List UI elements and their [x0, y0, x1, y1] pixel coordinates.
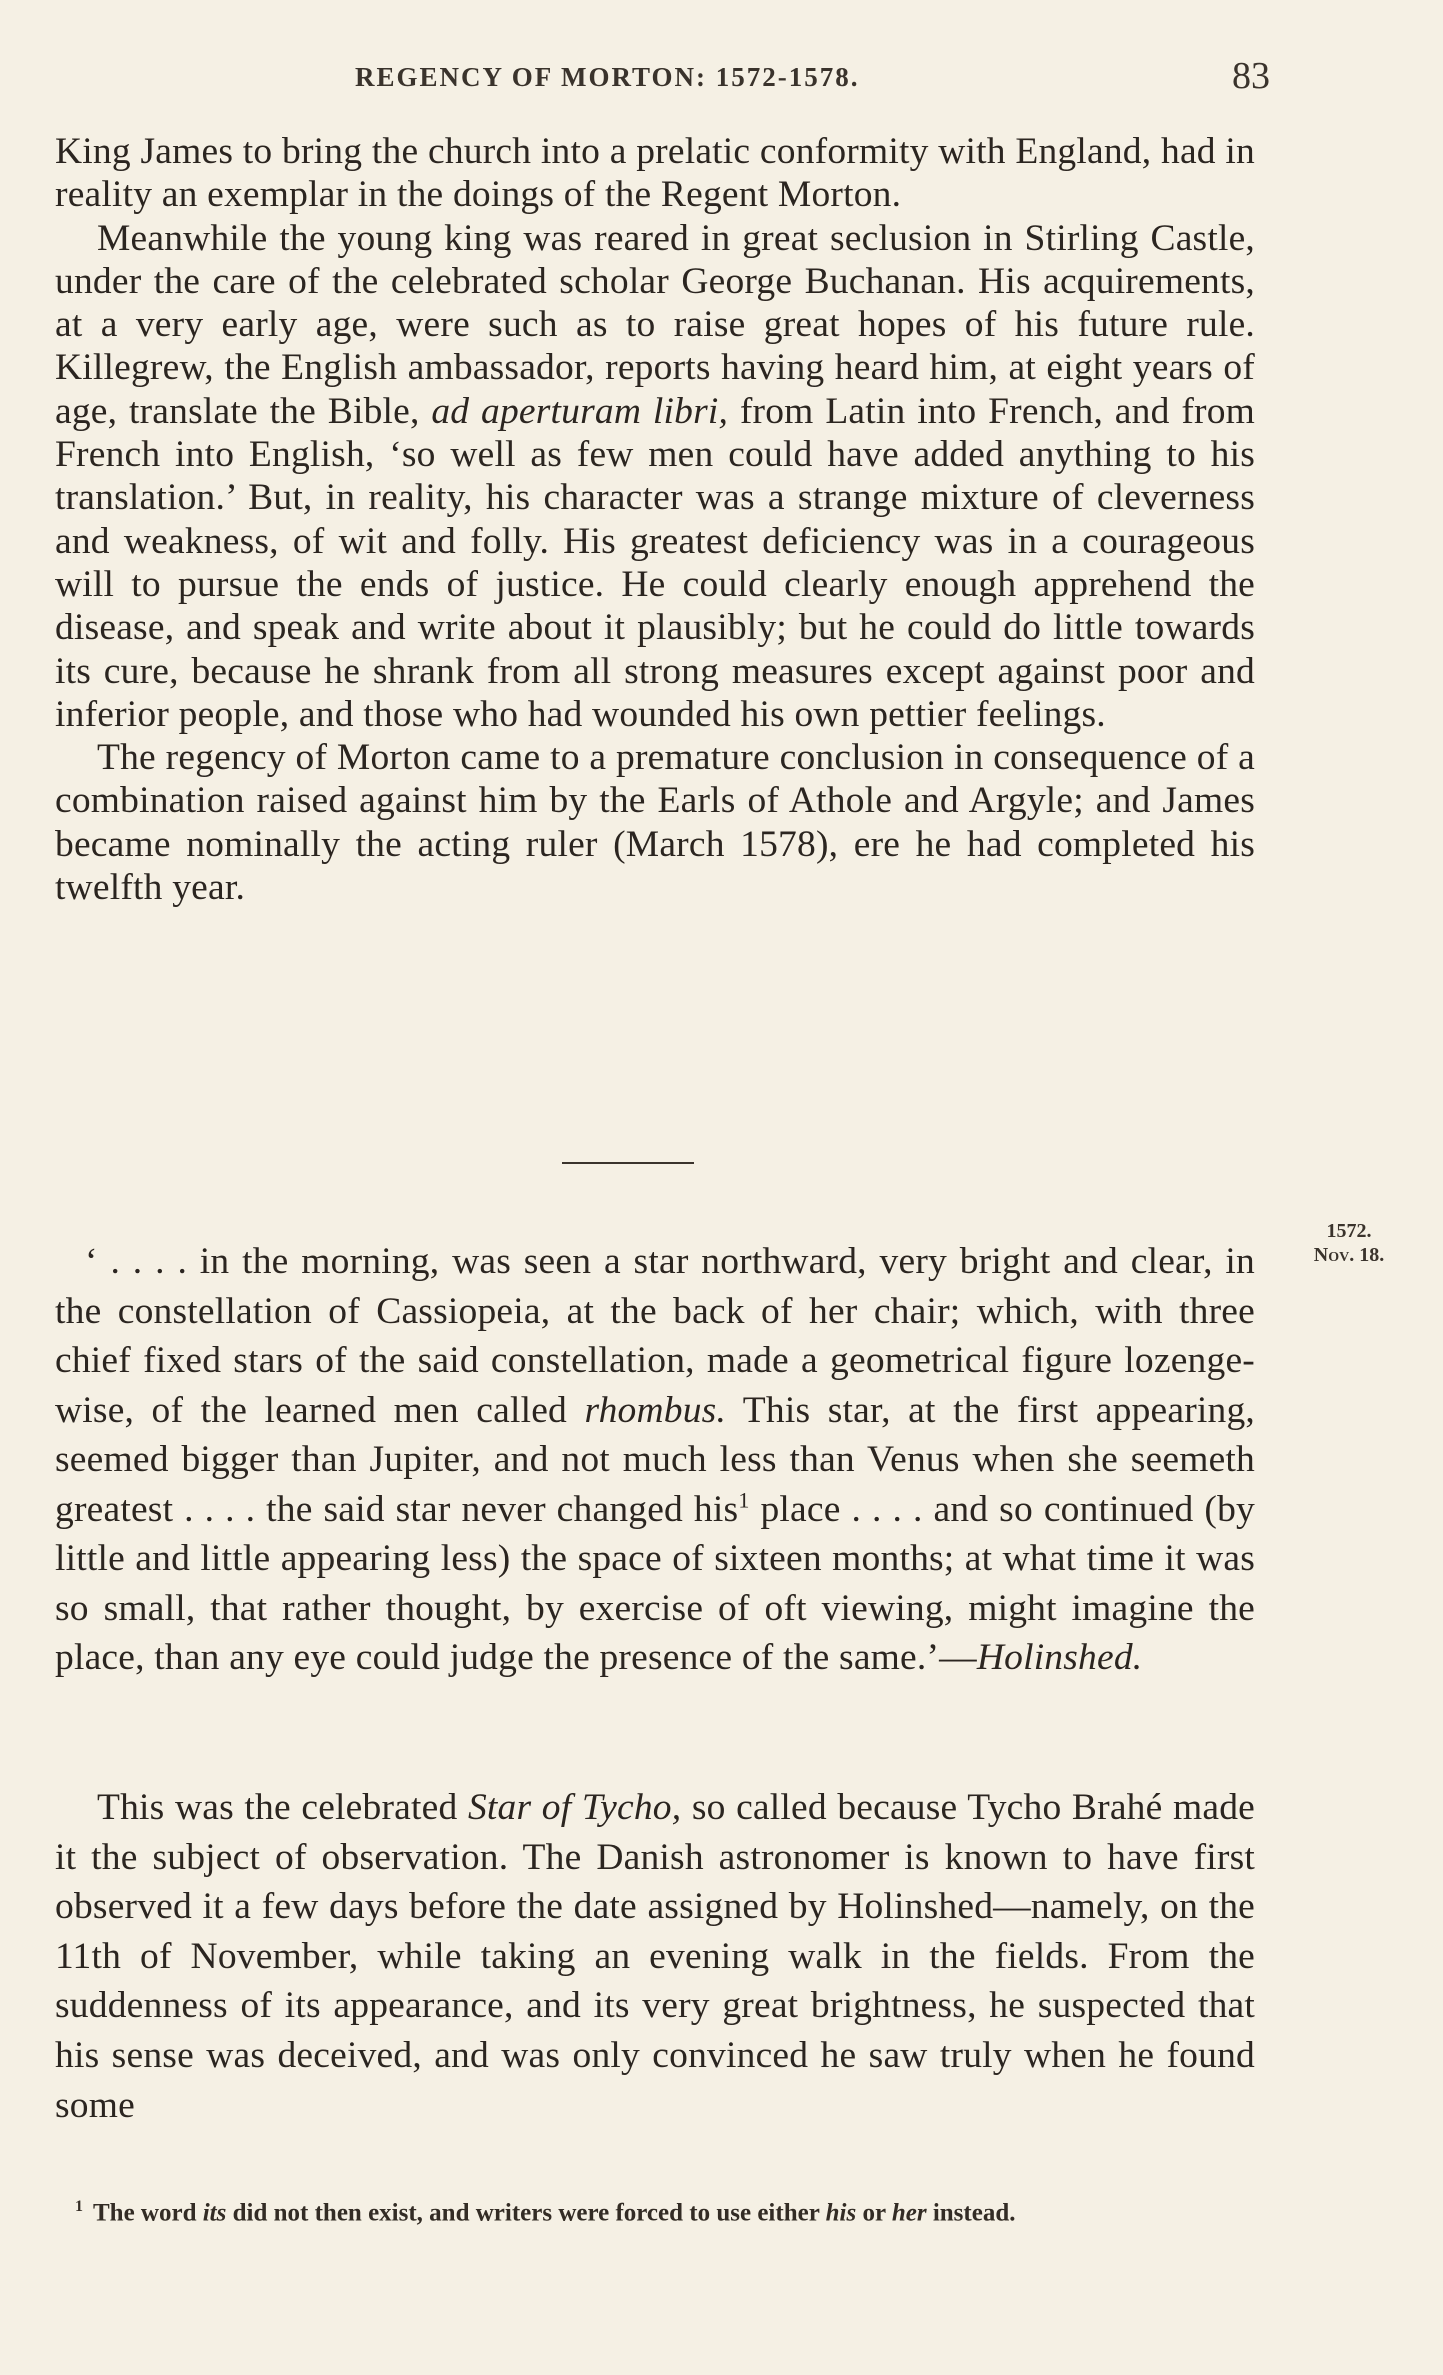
- tycho-paragraph: [55, 1783, 1255, 2130]
- footnote-italic-his: his: [825, 2199, 857, 2227]
- paragraph-2-text-b: from Latin into French, and from French into English, ‘so well as few men could have added anything to his translation.’ But, in reality, his character was a strange mixture of cleverness and weakness, of wit and folly. His greatest deficiency was in a courageous will to pursue the ends of justice. He could clearly enough apprehend the disease, and speak and write about it plausibly; but he could do little towards its cure, because he shrank from all strong measures except against poor and inferior people, and those who had wounded his own pettier feelings.: [55, 390, 1256, 735]
- margin-date-note: [1274, 1219, 1424, 1267]
- quote-text-a: ‘ . . . . in the morning, was seen a star northward, very bright and clear, in the constellation of Cassiopeia, at the back of her chair; which, with three chief fixed stars of the said constellation, made a geometrical figure lozenge-wise, of the learned men called: [55, 1241, 1255, 1431]
- footnote-italic-her: her: [891, 2199, 927, 2227]
- footnote: [75, 2192, 1255, 2228]
- running-header: [55, 52, 1270, 102]
- footnote-reference[interactable]: 1: [738, 1487, 750, 1512]
- paragraph-3: The regency of Morton came to a premature conclusion in consequence of a combination raised against him by the Earls of Athole and Argyle; and James became nominally the acting ruler (March 1578), ere he had completed his twelfth year.: [55, 737, 1255, 909]
- paragraph-2-italic: ad aperturam libri,: [431, 390, 729, 432]
- page-number: 83: [1232, 55, 1270, 97]
- paragraph-1: King James to bring the church into a prelatic conformity with England, had in reality an exemplar in the doings of the Regent Morton.: [55, 131, 1255, 216]
- paragraph-2-text-a: Meanwhile the young king was reared in great seclusion in Stirling Castle, under the care of the celebrated scholar George Buchanan. His acquirements, at a very early age, were such as to raise great hopes of his future rule. Killegrew, the English ambassador, reports having heard him, at eight years of age, translate the Bible,: [55, 217, 1255, 432]
- quote-italic-rhombus: rhombus.: [584, 1389, 727, 1431]
- section-tycho-text: [55, 1783, 1255, 2130]
- footnote-text-a: The word: [93, 2199, 203, 2227]
- tycho-text-a: This was the celebrated: [97, 1787, 468, 1828]
- running-title: REGENCY OF MORTON: 1572-1578.: [355, 62, 860, 92]
- footnote-text-d: instead.: [926, 2199, 1016, 2227]
- section-divider: [562, 1162, 694, 1164]
- quote-text-b: This star, at the first appearing, seemed bigger than Jupiter, and not much less than Venus when she seemeth greatest . . . . the said star never changed his: [55, 1389, 1255, 1530]
- footnote-marker: 1: [75, 2198, 83, 2215]
- section-holinshed-quote: [55, 1237, 1255, 1683]
- paragraph-2: [55, 217, 1255, 737]
- quote-paragraph: [55, 1237, 1255, 1683]
- section-regency-text: [55, 130, 1255, 909]
- footnote-text-c: or: [856, 2199, 892, 2227]
- quote-italic-source: Holinshed.: [976, 1637, 1143, 1678]
- margin-year: 1572.: [1326, 1220, 1372, 1242]
- tycho-italic: Star of Tycho,: [467, 1787, 682, 1828]
- quote-text-c: place . . . . and so continued (by little and little appearing less) the space of sixteen months; at what time it was so small, that rather thought, by exercise of oft viewing, might imagine the place, than any eye could judge the presence of the same.’—: [55, 1488, 1256, 1678]
- footnote-italic-its: its: [202, 2199, 227, 2227]
- margin-date: Nov. 18.: [1313, 1244, 1385, 1266]
- tycho-text-b: so called because Tycho Brahé made it the subject of observation. The Danish astronomer is known to have first observed it a few days before the date assigned by Holinshed—namely, on the 11th of November, while taking an evening walk in the fields. From the suddenness of its appearance, and its very great brightness, he suspected that his sense was deceived, and was only convinced he saw truly when he found some: [55, 1787, 1255, 2126]
- footnote-text-b: did not then exist, and writers were forced to use either: [226, 2199, 826, 2227]
